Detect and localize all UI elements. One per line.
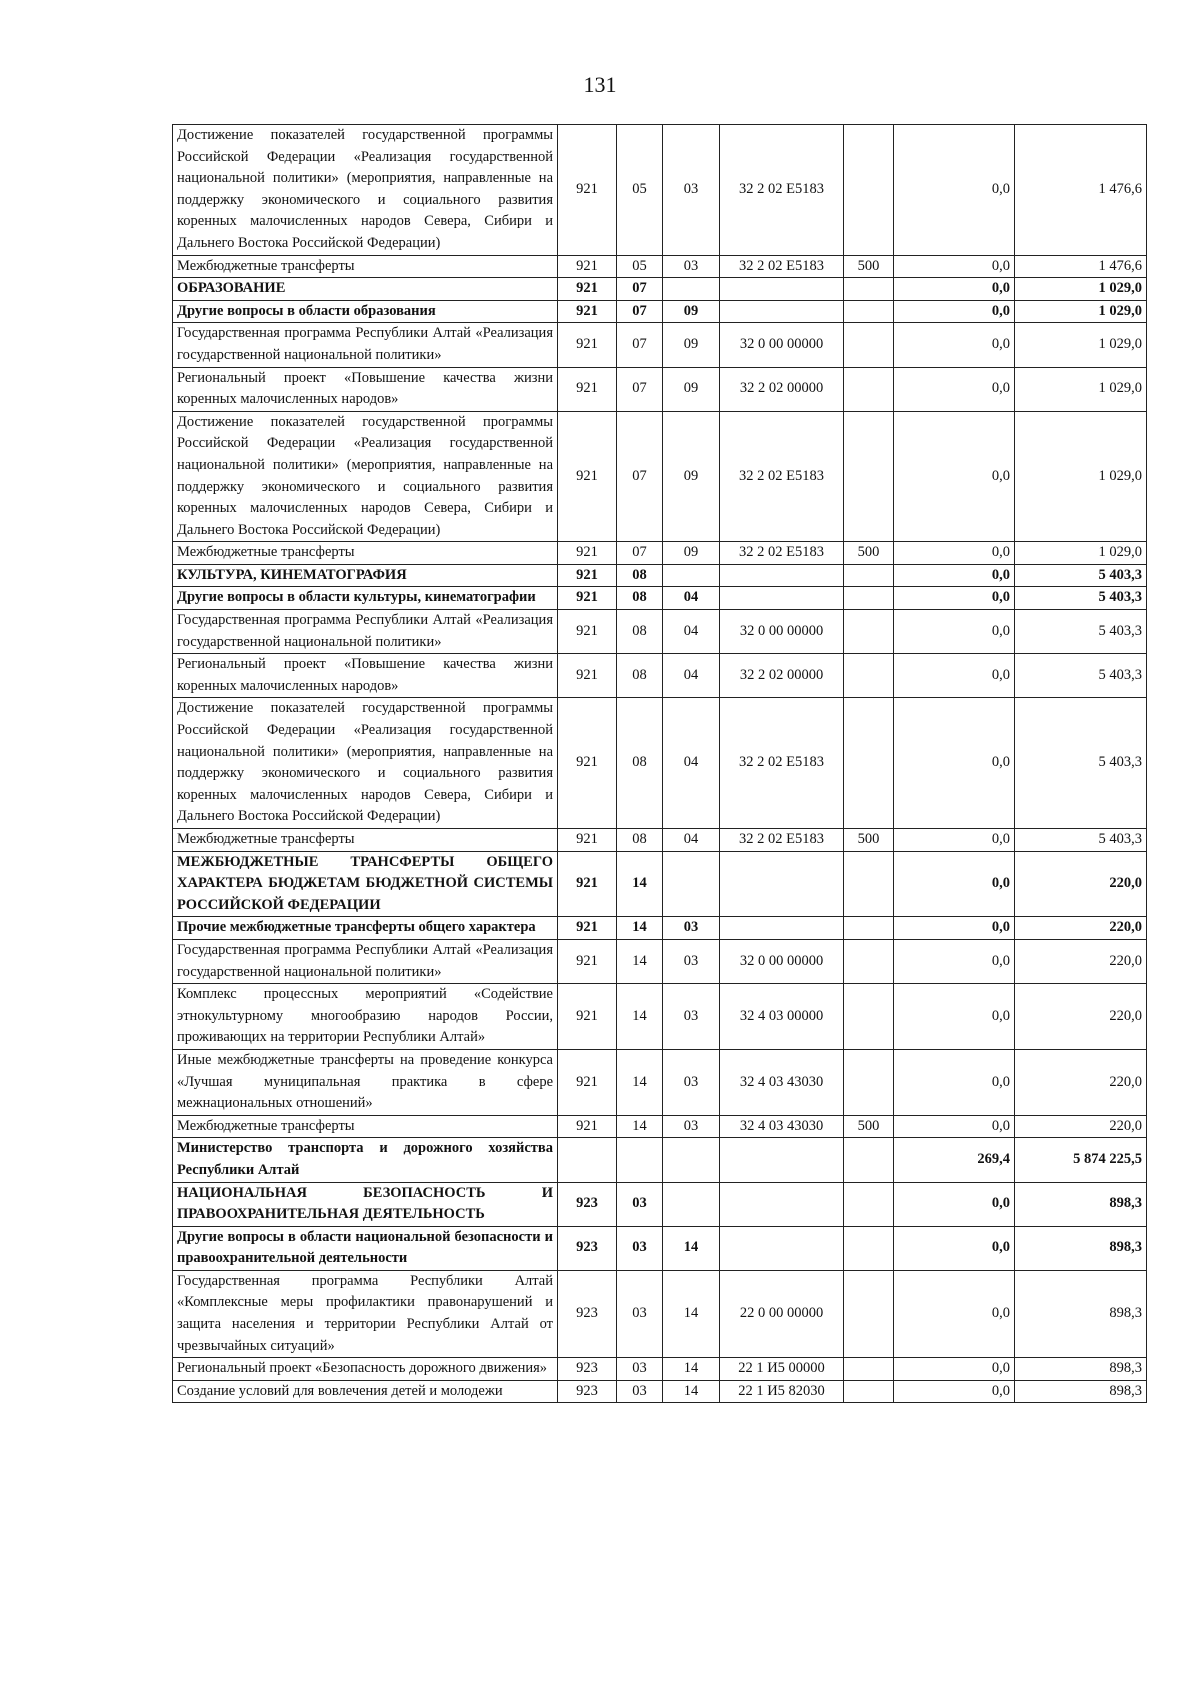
- cell-amount-1: 269,4: [894, 1138, 1015, 1182]
- table-row: [173, 917, 1147, 940]
- cell-target-article: 32 4 03 43030: [720, 1115, 844, 1138]
- table-row: [173, 654, 1147, 698]
- cell-expense-type: [844, 587, 894, 610]
- table-row: [173, 1115, 1147, 1138]
- cell-amount-1: 0,0: [894, 851, 1015, 917]
- cell-subsection: [663, 851, 720, 917]
- cell-grbs: 921: [558, 610, 617, 654]
- cell-grbs: 921: [558, 255, 617, 278]
- cell-amount-1: 0,0: [894, 125, 1015, 256]
- cell-amount-1: 0,0: [894, 610, 1015, 654]
- table-row: [173, 411, 1147, 542]
- cell-target-article: 22 1 И5 82030: [720, 1380, 844, 1403]
- cell-grbs: 921: [558, 1049, 617, 1115]
- cell-grbs: 921: [558, 300, 617, 323]
- cell-name: МЕЖБЮДЖЕТНЫЕ ТРАНСФЕРТЫ ОБЩЕГО ХАРАКТЕРА БЮДЖЕТАМ БЮДЖЕТНОЙ СИСТЕМЫ РОССИЙСКОЙ ФЕДЕРАЦИИ: [173, 851, 558, 917]
- cell-amount-2: 220,0: [1015, 1115, 1147, 1138]
- cell-amount-2: 5 403,3: [1015, 654, 1147, 698]
- cell-expense-type: [844, 610, 894, 654]
- cell-expense-type: [844, 917, 894, 940]
- cell-amount-2: 898,3: [1015, 1270, 1147, 1357]
- cell-amount-2: 220,0: [1015, 939, 1147, 983]
- table-row: [173, 367, 1147, 411]
- cell-amount-2: 1 029,0: [1015, 300, 1147, 323]
- cell-name: Государственная программа Республики Алтай «Реализация государственной национальной политики»: [173, 323, 558, 367]
- cell-name: Межбюджетные трансферты: [173, 542, 558, 565]
- cell-expense-type: [844, 1226, 894, 1270]
- cell-grbs: [558, 1138, 617, 1182]
- cell-amount-1: 0,0: [894, 255, 1015, 278]
- cell-section: 08: [617, 829, 663, 852]
- table-row: [173, 1380, 1147, 1403]
- cell-subsection: 04: [663, 654, 720, 698]
- cell-name: Прочие межбюджетные трансферты общего характера: [173, 917, 558, 940]
- cell-subsection: 03: [663, 917, 720, 940]
- cell-amount-1: 0,0: [894, 1049, 1015, 1115]
- table-row: [173, 698, 1147, 829]
- cell-name: Другие вопросы в области национальной безопасности и правоохранительной деятельности: [173, 1226, 558, 1270]
- cell-subsection: 03: [663, 1115, 720, 1138]
- cell-expense-type: [844, 300, 894, 323]
- cell-section: 14: [617, 939, 663, 983]
- cell-amount-1: 0,0: [894, 1182, 1015, 1226]
- cell-expense-type: [844, 278, 894, 301]
- cell-subsection: [663, 1182, 720, 1226]
- cell-section: 03: [617, 1182, 663, 1226]
- cell-expense-type: [844, 851, 894, 917]
- cell-grbs: 921: [558, 367, 617, 411]
- cell-expense-type: [844, 1138, 894, 1182]
- cell-subsection: 09: [663, 323, 720, 367]
- cell-subsection: 14: [663, 1380, 720, 1403]
- cell-grbs: 921: [558, 851, 617, 917]
- cell-name: Региональный проект «Повышение качества жизни коренных малочисленных народов»: [173, 654, 558, 698]
- table-row: [173, 1270, 1147, 1357]
- cell-amount-1: 0,0: [894, 587, 1015, 610]
- cell-grbs: 921: [558, 587, 617, 610]
- cell-subsection: 03: [663, 984, 720, 1050]
- cell-expense-type: [844, 654, 894, 698]
- cell-amount-1: 0,0: [894, 1380, 1015, 1403]
- cell-expense-type: 500: [844, 829, 894, 852]
- cell-amount-2: 898,3: [1015, 1358, 1147, 1381]
- cell-grbs: 921: [558, 917, 617, 940]
- cell-target-article: 32 2 02 Е5183: [720, 542, 844, 565]
- cell-expense-type: 500: [844, 255, 894, 278]
- cell-grbs: 923: [558, 1270, 617, 1357]
- cell-grbs: 921: [558, 323, 617, 367]
- cell-amount-2: 5 403,3: [1015, 829, 1147, 852]
- cell-section: 05: [617, 125, 663, 256]
- cell-target-article: [720, 1226, 844, 1270]
- cell-target-article: 32 2 02 Е5183: [720, 411, 844, 542]
- cell-subsection: 04: [663, 829, 720, 852]
- cell-subsection: 09: [663, 542, 720, 565]
- cell-grbs: 921: [558, 564, 617, 587]
- cell-name: Другие вопросы в области образования: [173, 300, 558, 323]
- cell-grbs: 923: [558, 1380, 617, 1403]
- cell-name: Комплекс процессных мероприятий «Содействие этнокультурному многообразию народов России, проживающих на территории Республики Алтай»: [173, 984, 558, 1050]
- cell-target-article: 32 4 03 43030: [720, 1049, 844, 1115]
- cell-subsection: [663, 564, 720, 587]
- cell-amount-2: 1 029,0: [1015, 278, 1147, 301]
- cell-amount-2: 1 476,6: [1015, 255, 1147, 278]
- cell-section: 03: [617, 1270, 663, 1357]
- cell-grbs: 921: [558, 984, 617, 1050]
- cell-section: 08: [617, 654, 663, 698]
- cell-section: 08: [617, 587, 663, 610]
- cell-amount-1: 0,0: [894, 698, 1015, 829]
- cell-target-article: 32 0 00 00000: [720, 939, 844, 983]
- cell-amount-2: 1 029,0: [1015, 411, 1147, 542]
- cell-target-article: 22 1 И5 00000: [720, 1358, 844, 1381]
- cell-subsection: 03: [663, 939, 720, 983]
- cell-name: Региональный проект «Повышение качества жизни коренных малочисленных народов»: [173, 367, 558, 411]
- cell-subsection: 03: [663, 1049, 720, 1115]
- cell-grbs: 921: [558, 698, 617, 829]
- cell-name: Создание условий для вовлечения детей и молодежи: [173, 1380, 558, 1403]
- cell-name: НАЦИОНАЛЬНАЯ БЕЗОПАСНОСТЬ И ПРАВООХРАНИТЕЛЬНАЯ ДЕЯТЕЛЬНОСТЬ: [173, 1182, 558, 1226]
- cell-amount-2: 5 403,3: [1015, 698, 1147, 829]
- cell-grbs: 921: [558, 829, 617, 852]
- cell-target-article: 32 2 02 00000: [720, 654, 844, 698]
- table-row: [173, 1138, 1147, 1182]
- cell-target-article: [720, 1182, 844, 1226]
- table-row: [173, 1226, 1147, 1270]
- cell-subsection: 09: [663, 300, 720, 323]
- cell-expense-type: [844, 984, 894, 1050]
- cell-grbs: 921: [558, 654, 617, 698]
- cell-amount-2: 1 029,0: [1015, 367, 1147, 411]
- cell-amount-1: 0,0: [894, 654, 1015, 698]
- cell-subsection: [663, 1138, 720, 1182]
- cell-grbs: 921: [558, 542, 617, 565]
- budget-table: [172, 124, 1147, 1403]
- cell-section: 07: [617, 411, 663, 542]
- cell-amount-2: 220,0: [1015, 851, 1147, 917]
- cell-amount-1: 0,0: [894, 1270, 1015, 1357]
- cell-expense-type: [844, 411, 894, 542]
- cell-amount-1: 0,0: [894, 1226, 1015, 1270]
- cell-target-article: 32 0 00 00000: [720, 610, 844, 654]
- cell-target-article: [720, 564, 844, 587]
- table-row: [173, 610, 1147, 654]
- cell-section: 07: [617, 323, 663, 367]
- cell-subsection: 04: [663, 610, 720, 654]
- table-row: [173, 542, 1147, 565]
- cell-target-article: 22 0 00 00000: [720, 1270, 844, 1357]
- cell-amount-1: 0,0: [894, 542, 1015, 565]
- table-row: [173, 300, 1147, 323]
- cell-amount-1: 0,0: [894, 367, 1015, 411]
- cell-name: Министерство транспорта и дорожного хозяйства Республики Алтай: [173, 1138, 558, 1182]
- cell-name: Достижение показателей государственной программы Российской Федерации «Реализация государственной национальной политики» (мероприятия, направленные на поддержку экономического и социального развития коренных малочисленных народов Севера, Сибири и Дальнего Востока Российской Федерации): [173, 125, 558, 256]
- cell-subsection: 04: [663, 698, 720, 829]
- cell-expense-type: [844, 125, 894, 256]
- cell-subsection: 09: [663, 367, 720, 411]
- cell-name: Иные межбюджетные трансферты на проведение конкурса «Лучшая муниципальная практика в сфере межнациональных отношений»: [173, 1049, 558, 1115]
- cell-expense-type: [844, 1049, 894, 1115]
- cell-name: Достижение показателей государственной программы Российской Федерации «Реализация государственной национальной политики» (мероприятия, направленные на поддержку экономического и социального развития коренных малочисленных народов Севера, Сибири и Дальнего Востока Российской Федерации): [173, 698, 558, 829]
- table-row: [173, 125, 1147, 256]
- table-row: [173, 587, 1147, 610]
- cell-section: 07: [617, 542, 663, 565]
- cell-target-article: [720, 587, 844, 610]
- cell-expense-type: 500: [844, 1115, 894, 1138]
- cell-subsection: 09: [663, 411, 720, 542]
- cell-amount-1: 0,0: [894, 564, 1015, 587]
- cell-amount-2: 5 403,3: [1015, 564, 1147, 587]
- cell-section: 14: [617, 1049, 663, 1115]
- table-row: [173, 564, 1147, 587]
- table-row: [173, 829, 1147, 852]
- cell-section: 03: [617, 1380, 663, 1403]
- cell-amount-1: 0,0: [894, 300, 1015, 323]
- cell-name: Региональный проект «Безопасность дорожного движения»: [173, 1358, 558, 1381]
- page-number: 131: [583, 72, 617, 97]
- cell-subsection: 14: [663, 1226, 720, 1270]
- cell-section: 07: [617, 278, 663, 301]
- cell-section: 05: [617, 255, 663, 278]
- table-row: [173, 1049, 1147, 1115]
- cell-grbs: 923: [558, 1358, 617, 1381]
- cell-expense-type: 500: [844, 542, 894, 565]
- cell-grbs: 921: [558, 125, 617, 256]
- cell-expense-type: [844, 323, 894, 367]
- cell-section: 08: [617, 564, 663, 587]
- cell-name: Межбюджетные трансферты: [173, 829, 558, 852]
- cell-expense-type: [844, 939, 894, 983]
- table-row: [173, 1182, 1147, 1226]
- cell-amount-1: 0,0: [894, 939, 1015, 983]
- cell-amount-1: 0,0: [894, 411, 1015, 542]
- cell-amount-2: 1 476,6: [1015, 125, 1147, 256]
- cell-target-article: 32 2 02 Е5183: [720, 125, 844, 256]
- cell-expense-type: [844, 698, 894, 829]
- cell-subsection: [663, 278, 720, 301]
- cell-amount-1: 0,0: [894, 829, 1015, 852]
- cell-target-article: 32 4 03 00000: [720, 984, 844, 1050]
- cell-grbs: 921: [558, 1115, 617, 1138]
- cell-amount-2: 5 403,3: [1015, 587, 1147, 610]
- table-row: [173, 984, 1147, 1050]
- cell-target-article: [720, 917, 844, 940]
- table-row: [173, 1358, 1147, 1381]
- cell-target-article: 32 0 00 00000: [720, 323, 844, 367]
- table-row: [173, 255, 1147, 278]
- table-row: [173, 939, 1147, 983]
- cell-name: Межбюджетные трансферты: [173, 255, 558, 278]
- cell-section: 07: [617, 367, 663, 411]
- cell-subsection: 04: [663, 587, 720, 610]
- cell-name: ОБРАЗОВАНИЕ: [173, 278, 558, 301]
- cell-grbs: 921: [558, 278, 617, 301]
- cell-grbs: 923: [558, 1182, 617, 1226]
- cell-target-article: [720, 300, 844, 323]
- table-row: [173, 851, 1147, 917]
- cell-amount-2: 1 029,0: [1015, 542, 1147, 565]
- cell-amount-2: 898,3: [1015, 1226, 1147, 1270]
- cell-target-article: 32 2 02 00000: [720, 367, 844, 411]
- cell-expense-type: [844, 1380, 894, 1403]
- cell-amount-2: 220,0: [1015, 984, 1147, 1050]
- cell-expense-type: [844, 1182, 894, 1226]
- cell-amount-2: 220,0: [1015, 917, 1147, 940]
- cell-subsection: 14: [663, 1270, 720, 1357]
- cell-name: Государственная программа Республики Алтай «Комплексные меры профилактики правонарушений и защита населения и территории Республики Алтай от чрезвычайных ситуаций»: [173, 1270, 558, 1357]
- cell-expense-type: [844, 1358, 894, 1381]
- cell-amount-1: 0,0: [894, 323, 1015, 367]
- cell-target-article: 32 2 02 Е5183: [720, 255, 844, 278]
- table-row: [173, 323, 1147, 367]
- cell-name: КУЛЬТУРА, КИНЕМАТОГРАФИЯ: [173, 564, 558, 587]
- cell-section: 08: [617, 698, 663, 829]
- cell-amount-2: 220,0: [1015, 1049, 1147, 1115]
- cell-amount-2: 1 029,0: [1015, 323, 1147, 367]
- cell-target-article: 32 2 02 Е5183: [720, 829, 844, 852]
- cell-grbs: 923: [558, 1226, 617, 1270]
- cell-amount-2: 5 403,3: [1015, 610, 1147, 654]
- cell-section: 03: [617, 1226, 663, 1270]
- cell-section: 14: [617, 1115, 663, 1138]
- cell-amount-1: 0,0: [894, 1358, 1015, 1381]
- cell-expense-type: [844, 367, 894, 411]
- cell-name: Другие вопросы в области культуры, кинематографии: [173, 587, 558, 610]
- cell-target-article: [720, 1138, 844, 1182]
- cell-target-article: [720, 851, 844, 917]
- cell-target-article: [720, 278, 844, 301]
- cell-section: 03: [617, 1358, 663, 1381]
- cell-subsection: 03: [663, 125, 720, 256]
- cell-expense-type: [844, 1270, 894, 1357]
- cell-grbs: 921: [558, 411, 617, 542]
- cell-name: Достижение показателей государственной программы Российской Федерации «Реализация государственной национальной политики» (мероприятия, направленные на поддержку экономического и социального развития коренных малочисленных народов Севера, Сибири и Дальнего Востока Российской Федерации): [173, 411, 558, 542]
- cell-section: 07: [617, 300, 663, 323]
- cell-section: [617, 1138, 663, 1182]
- cell-amount-1: 0,0: [894, 278, 1015, 301]
- cell-subsection: 03: [663, 255, 720, 278]
- cell-amount-1: 0,0: [894, 984, 1015, 1050]
- cell-section: 14: [617, 984, 663, 1050]
- cell-target-article: 32 2 02 Е5183: [720, 698, 844, 829]
- cell-name: Государственная программа Республики Алтай «Реализация государственной национальной политики»: [173, 610, 558, 654]
- cell-amount-1: 0,0: [894, 917, 1015, 940]
- cell-amount-1: 0,0: [894, 1115, 1015, 1138]
- cell-section: 08: [617, 610, 663, 654]
- cell-name: Государственная программа Республики Алтай «Реализация государственной национальной политики»: [173, 939, 558, 983]
- cell-amount-2: 898,3: [1015, 1182, 1147, 1226]
- cell-grbs: 921: [558, 939, 617, 983]
- cell-amount-2: 5 874 225,5: [1015, 1138, 1147, 1182]
- cell-subsection: 14: [663, 1358, 720, 1381]
- cell-name: Межбюджетные трансферты: [173, 1115, 558, 1138]
- cell-section: 14: [617, 917, 663, 940]
- cell-section: 14: [617, 851, 663, 917]
- table-row: [173, 278, 1147, 301]
- cell-amount-2: 898,3: [1015, 1380, 1147, 1403]
- cell-expense-type: [844, 564, 894, 587]
